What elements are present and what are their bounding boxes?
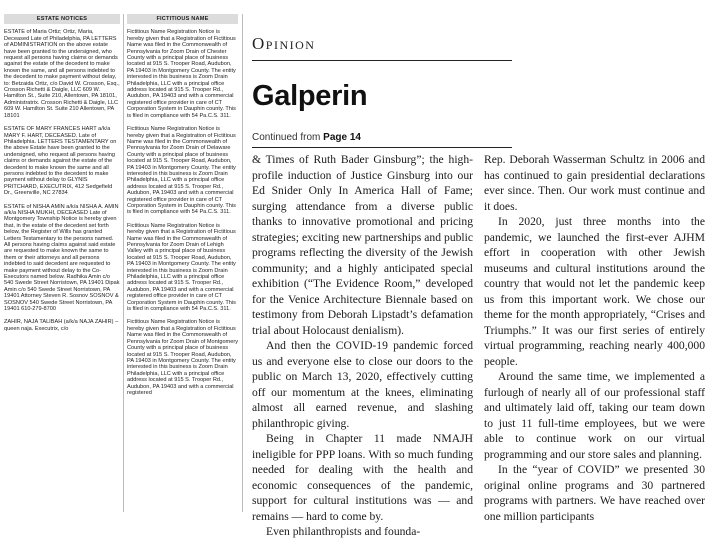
fictitious-name-column xyxy=(127,0,238,403)
article-paragraph: Around the same time, we implemented a furlough of nearly all of our professional staff and ultimately laid off, taking our team down to just 11 full-time employees, but we were able to continue work on our virtual programming and our store sales and planning. xyxy=(484,370,705,461)
estate-notices-header: ESTATE NOTICES xyxy=(4,14,120,24)
legal-notice: Fictitious Name Registration Notice is hereby given that a Registration of Fictitious Name was filed in the Commonwealth of Pennsylvania for Zoom Drain of Montgomery County with a principal place of business located at 915 S. Trooper Road, Audubon, PA 19403 in Montgomery County. The entity interested in this business is Zoom Drain Philadelphia, LLC with a principal office address located at 915 S. Trooper Rd., Audubon, PA 19403 and with a commercial registered xyxy=(127,319,238,396)
fictitious-name-header: FICTITIOUS NAME xyxy=(127,14,238,24)
section-rule xyxy=(252,60,512,61)
legal-notice: ZAHIR, NAJA TALIBAH (a/k/a NAJA ZAHIR) – queen naja. Executrix, c/o xyxy=(4,319,119,332)
continued-page: Page 14 xyxy=(323,132,361,143)
legal-notice: Fictitious Name Registration Notice is hereby given that a Registration of Fictitious Name was filed in the Commonwealth of Pennsylvania for Zoom Drain of Chester County with a principal place of business located at 915 S. Trooper Road, Audubon, PA 19403 in Montgomery County. The entity interested in this business is Zoom Drain Philadelphia, LLC with a principal office address located at 915 S. Trooper Rd., Audubon, PA 19403 and with a commercial registered office provider in care of CT Corporation System in Dauphin county. This is filed in compliance with 54 Pa.C.S. 311. xyxy=(127,29,236,119)
legal-notice: ESTATE of NISHA AMIN a/k/a NISHA A. AMIN a/k/a NISHA MUKHI, DECEASED Late of Montgomery Township Notice is hereby given that, in the estate of the decedent set forth below, the Register of Wills has granted Letters Testamentary to the persons named. All persons having claims against said estate are requested to make known the same to them or their attorneys and all persons indebted to said decedent are requested to make payment without delay to the Co-Executors named below. Radhika Amin c/o 540 Swede Street Norristown, PA 19401 Dipak Amin c/o 540 Swede Street Norristown, PA 19401 Attorney Steven R. Sosnov SOSNOV & SOSNOV 540 Swede Street Norristown, PA 19401 610-279-8700 xyxy=(4,203,120,313)
column-divider xyxy=(242,14,243,512)
continued-prefix: Continued from xyxy=(252,132,324,143)
article-column-2 xyxy=(484,152,705,523)
continued-line xyxy=(252,132,361,143)
column-divider xyxy=(123,14,124,512)
estate-notices-column xyxy=(4,0,120,339)
article-paragraph: Even philanthropists and founda- xyxy=(266,525,421,538)
legal-notice: Fictitious Name Registration Notice is hereby given that a Registration of Fictitious Name was filed in the Commonwealth of Pennsylvania for Zoom Drain of Lehigh Valley with a principal place of business located at 915 S. Trooper Road, Audubon, PA 19403 in Montgomery County. The entity interested in this business is Zoom Drain Philadelphia, LLC with a principal office address located at 915 S. Trooper Rd., Audubon, PA 19403 and with a commercial registered office provider in care of CT Corporation System in Dauphin county. This is filed in compliance with 54 Pa.C.S. 311. xyxy=(127,222,236,313)
headline-rule xyxy=(252,147,512,148)
article-paragraph: In 2020, just three months into the pandemic, we launched the first-ever AJHM effort in cooperation with other Jewish museums and cultural institutions around the country that would not let the pandemic keep us from this important work. We chose our theme for the month appropriately, “Crises and Triumphs.” It was our first series of entirely virtual programming, reaching nearly 400,000 people. xyxy=(484,215,705,368)
legal-notice: ESTATE OF MARY FRANCES HART a/k/a MARY F. HART, DECEASED. Late of Philadelphia. LETTERS TESTAMENTARY on the above Estate have been granted to the undersigned, who request all persons having claims or demands against the estate of the decedent to make known the same and all persons indebted to the decedent to make payment without delay to GLYNIS PRITCHARD, EXECUTRIX, 412 Sedgefield Dr., Greenville, NC 27834 xyxy=(4,126,117,197)
article-paragraph: & Times of Ruth Bader Ginsburg”; the high-profile induction of Justice Ginsburg into our Ed Snider Only In America Hall of Fame; surging attendance from a diverse public thanks to innovative promotional and pricing strategies; exciting new partnerships and public programs reflecting the diversity of the Jewish community; and a highly anticipated special exhibition (“The Evidence Room,” developed for the Venice Architecture Biennale based on testimony from Deborah Lipstadt’s defamation trial about Holocaust denialism). xyxy=(252,153,473,337)
article-paragraph: And then the COVID-19 pandemic forced us and everyone else to close our doors to the public on March 13, 2020, effectively cutting off our momentum at the knees, eliminating almost all earned revenue, and slashing philanthropic giving. xyxy=(252,339,473,430)
article-paragraph: Rep. Deborah Wasserman Schultz in 2006 and has continued to gain presidential declarations ever since. Then. Our work must continue and it does. xyxy=(484,153,705,213)
section-title: Opinion xyxy=(252,34,316,53)
article-paragraph: Being in Chapter 11 made NMAJH ineligible for PPP loans. With so much funding needed for dealing with the health and economic consequences of the pandemic, support for cultural institutions was — and remains — hard to come by. xyxy=(252,432,473,523)
article-headline: Galperin xyxy=(252,80,368,112)
article-column-1 xyxy=(252,152,473,538)
legal-notice: ESTATE of Maria Ortiz; Ortiz, Maria, Deceased Late of Philadelphia, PA LETTERS of ADMINISTRATION on the above estate have been granted to the undersigned, who request all persons having claims or demands against the estate of the decedent to make known the same, and all persons indebted to the decedent to make payment without delay, to: Betzaida Ortiz, c/o David W. Crosson, Esq., Crosson Richetti & Daigle, LLC 609 W. Hamilton St., Suite 210, Allentown, PA 18101, Administratrix. Crosson Richetti & Daigle, LLC 609 W. Hamilton St. Suite 210 Allentown, PA 18101 xyxy=(4,29,120,119)
article-paragraph: In the “year of COVID” we presented 30 original online programs and 30 partnered programs with partners. We have reached over one million participants xyxy=(484,463,705,523)
legal-notice: Fictitious Name Registration Notice is hereby given that a Registration of Fictitious Name was filed in the Commonwealth of Pennsylvania for Zoom Drain of Delaware County with a principal place of business located at 915 S. Trooper Road, Audubon, PA 19403 in Montgomery County. The entity interested in this business is Zoom Drain Philadelphia, LLC with a principal office address located at 915 S. Trooper Rd., Audubon, PA 19403 and with a commercial registered office provider in care of CT Corporation System in Dauphin county. This is filed in compliance with 54 Pa.C.S. 311. xyxy=(127,126,236,216)
